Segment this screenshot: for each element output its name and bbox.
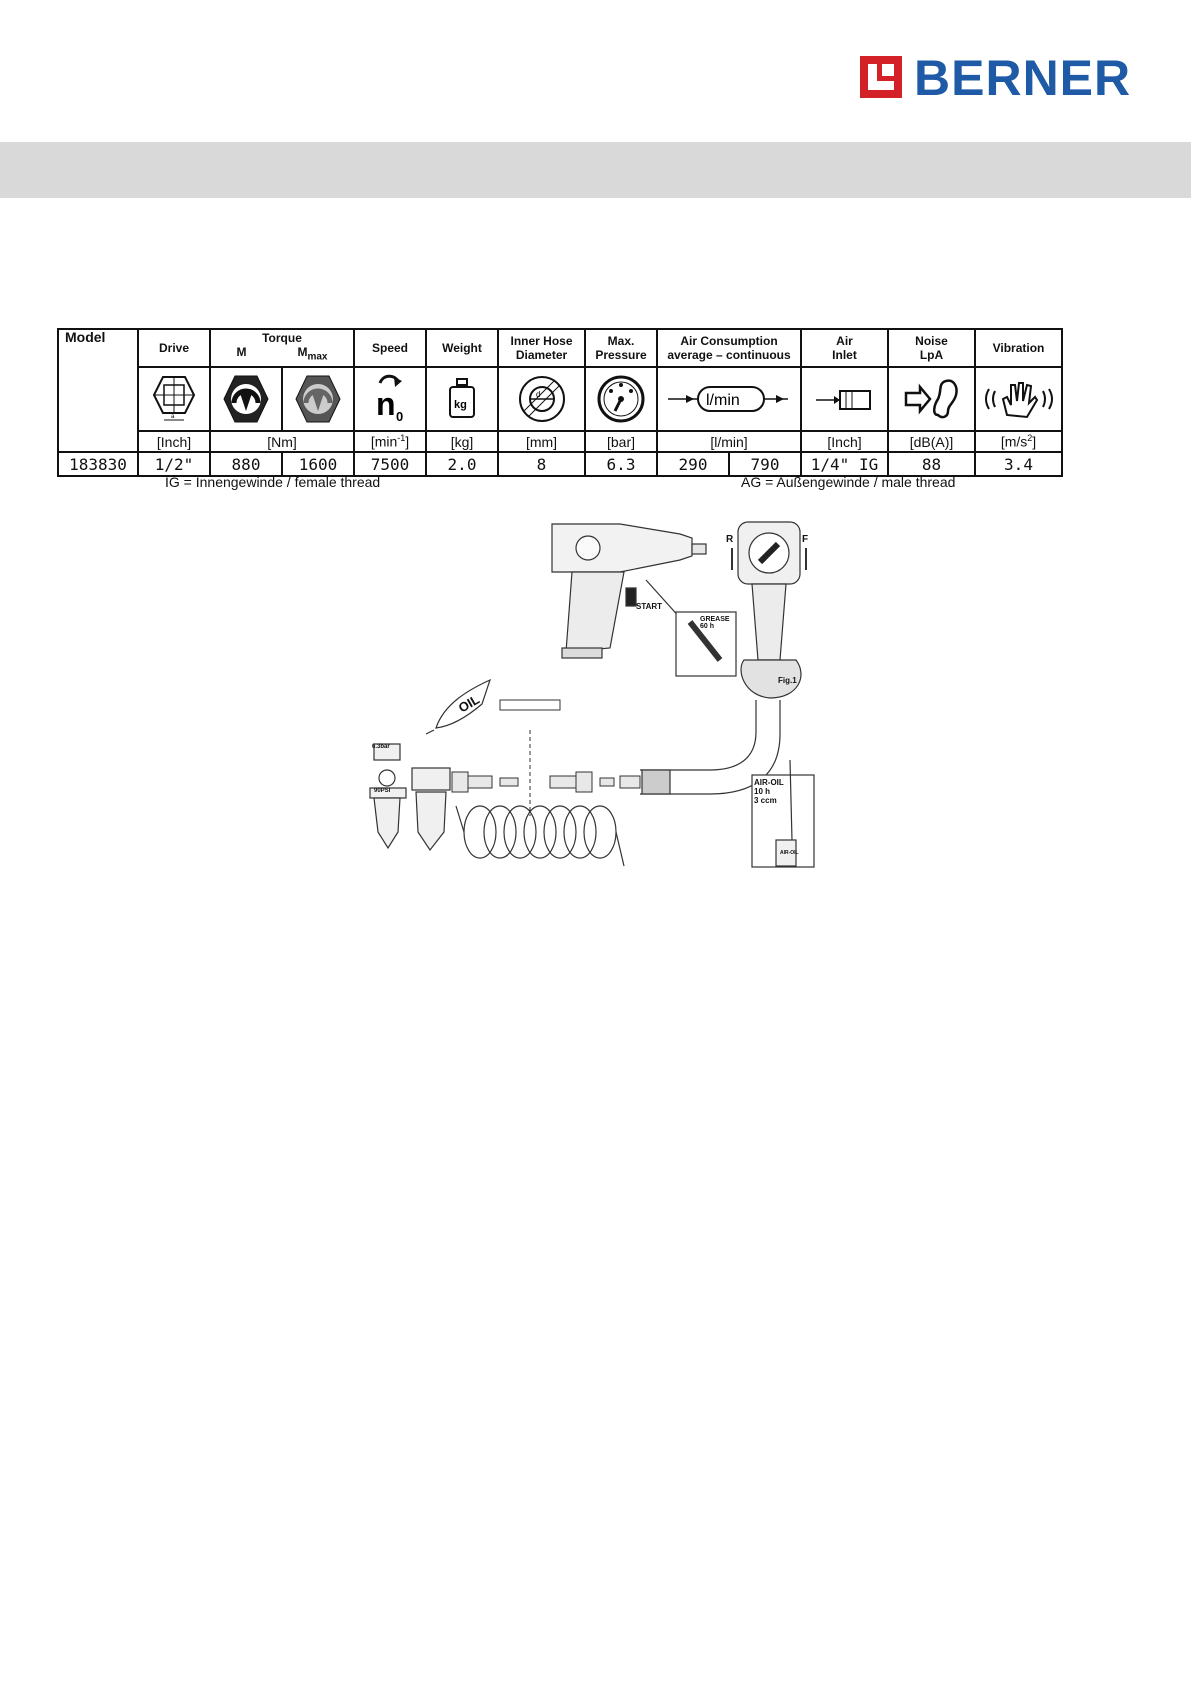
brand-name: BERNER bbox=[914, 50, 1132, 106]
unit-drive: [Inch] bbox=[138, 431, 210, 452]
square-drive-icon bbox=[138, 367, 210, 431]
air-inlet-icon bbox=[801, 367, 888, 431]
cell-torque-m: 880 bbox=[210, 452, 282, 476]
unit-vibration-sup: 2 bbox=[1027, 433, 1033, 444]
cell-hose: 8 bbox=[498, 452, 585, 476]
unit-air: [l/min] bbox=[657, 431, 801, 452]
weight-symbol: kg bbox=[454, 399, 467, 411]
header-air bbox=[657, 329, 801, 367]
cell-weight: 2.0 bbox=[426, 452, 498, 476]
unit-hose: [mm] bbox=[498, 431, 585, 452]
unit-inlet: [Inch] bbox=[801, 431, 888, 452]
pressure-gauge-icon bbox=[585, 367, 657, 431]
header-torque-mmax bbox=[297, 345, 327, 364]
header-torque-mmax-sub: max bbox=[307, 351, 328, 363]
header-noise-2: LpA bbox=[919, 348, 944, 362]
header-torque bbox=[210, 329, 354, 367]
unit-vibration-end: ] bbox=[1032, 433, 1037, 450]
note-female-thread: IG = Innengewinde / female thread bbox=[165, 474, 381, 490]
svg-text:d: d bbox=[535, 390, 540, 399]
cell-vibration: 3.4 bbox=[975, 452, 1062, 476]
grease-label bbox=[700, 616, 730, 630]
cell-inlet: 1/4" IG bbox=[801, 452, 888, 476]
fig-label: Fig.1 bbox=[778, 676, 797, 685]
start-label: START bbox=[636, 602, 663, 611]
diagram-drawing bbox=[340, 520, 820, 880]
header-pressure bbox=[585, 329, 657, 367]
header-noise-1: Noise bbox=[915, 334, 948, 348]
impact-wrench-illustration bbox=[552, 524, 736, 676]
pressure-psi-label: 90PSI bbox=[374, 788, 391, 794]
cell-torque-mmax: 1600 bbox=[282, 452, 354, 476]
unit-weight: [kg] bbox=[426, 431, 498, 452]
svg-text:a: a bbox=[171, 414, 175, 420]
cell-speed: 7500 bbox=[354, 452, 426, 476]
unit-torque: [Nm] bbox=[210, 431, 354, 452]
header-inlet-2: Inlet bbox=[832, 348, 857, 362]
berner-logo bbox=[860, 50, 1136, 106]
header-noise bbox=[888, 329, 975, 367]
header-hose bbox=[498, 329, 585, 367]
air-oil-label-3: 3 ccm bbox=[754, 796, 777, 805]
cell-drive: 1/2" bbox=[138, 452, 210, 476]
ear-icon bbox=[888, 367, 975, 431]
pressure-bar-label: 6.3bar bbox=[372, 744, 390, 750]
header-torque-m: M bbox=[236, 345, 247, 360]
header-speed: Speed bbox=[354, 329, 426, 367]
torque-max-arrow-icon bbox=[282, 367, 354, 431]
header-vibration: Vibration bbox=[975, 329, 1062, 367]
header-band bbox=[0, 142, 1191, 198]
coupling-row-illustration bbox=[452, 772, 640, 792]
header-hose-1: Inner Hose bbox=[510, 334, 573, 348]
air-oil-label-1: AIR-OIL bbox=[754, 778, 784, 787]
header-hose-2: Diameter bbox=[515, 348, 568, 362]
reverse-label: R bbox=[726, 534, 734, 545]
grease-label-2: 60 h bbox=[700, 623, 715, 630]
berner-mark-icon bbox=[860, 56, 902, 98]
air-symbol: l/min bbox=[706, 392, 740, 409]
header-air-1: Air Consumption bbox=[680, 334, 778, 348]
speed-subscript: 0 bbox=[396, 409, 404, 424]
grease-label-1: GREASE bbox=[700, 616, 730, 623]
cell-noise: 88 bbox=[888, 452, 975, 476]
header-weight: Weight bbox=[426, 329, 498, 367]
bottle-label: AIR-OIL bbox=[780, 850, 799, 856]
hand-vibration-icon bbox=[975, 367, 1062, 431]
header-torque-mmax-label: M bbox=[297, 345, 308, 360]
cell-air-cont: 790 bbox=[729, 452, 801, 476]
cell-pressure: 6.3 bbox=[585, 452, 657, 476]
cell-air-avg: 290 bbox=[657, 452, 729, 476]
filter-lubricator-illustration bbox=[370, 744, 450, 850]
unit-speed-end: ] bbox=[405, 433, 410, 450]
air-oil-label bbox=[754, 778, 784, 805]
header-drive: Drive bbox=[138, 329, 210, 367]
unit-pressure: [bar] bbox=[585, 431, 657, 452]
air-flow-lmin-icon bbox=[657, 367, 801, 431]
unit-vibration bbox=[975, 431, 1062, 452]
coiled-hose-illustration bbox=[456, 806, 624, 866]
header-model: Model bbox=[58, 329, 138, 452]
note-male-thread: AG = Außengewinde / male thread bbox=[741, 474, 956, 490]
cell-model: 183830 bbox=[58, 452, 138, 476]
unit-speed-label: [min bbox=[370, 433, 398, 450]
wrench-rear-view-illustration bbox=[738, 522, 801, 698]
unit-speed bbox=[354, 431, 426, 452]
table-row bbox=[58, 452, 1062, 476]
torque-arrow-icon bbox=[210, 367, 282, 431]
air-oil-label-2: 10 h bbox=[754, 787, 771, 796]
header-pressure-2: Pressure bbox=[595, 348, 647, 362]
oil-label: OIL bbox=[455, 691, 482, 716]
unit-speed-sup: -1 bbox=[397, 433, 406, 444]
speed-symbol: n bbox=[376, 386, 396, 422]
unit-noise: [dB(A)] bbox=[888, 431, 975, 452]
hose-diameter-icon bbox=[498, 367, 585, 431]
header-air-2: average – continuous bbox=[667, 348, 791, 362]
header-pressure-1: Max. bbox=[607, 334, 635, 348]
hose-length-marker bbox=[500, 700, 560, 710]
assembly-diagram bbox=[340, 520, 820, 880]
spec-table bbox=[57, 328, 1063, 477]
header-torque-label: Torque bbox=[262, 331, 302, 346]
speed-n0-icon bbox=[354, 367, 426, 431]
header-inlet bbox=[801, 329, 888, 367]
unit-vibration-label: [m/s bbox=[1000, 433, 1028, 450]
forward-label: F bbox=[802, 534, 809, 545]
header-inlet-1: Air bbox=[836, 334, 853, 348]
weight-kg-icon bbox=[426, 367, 498, 431]
